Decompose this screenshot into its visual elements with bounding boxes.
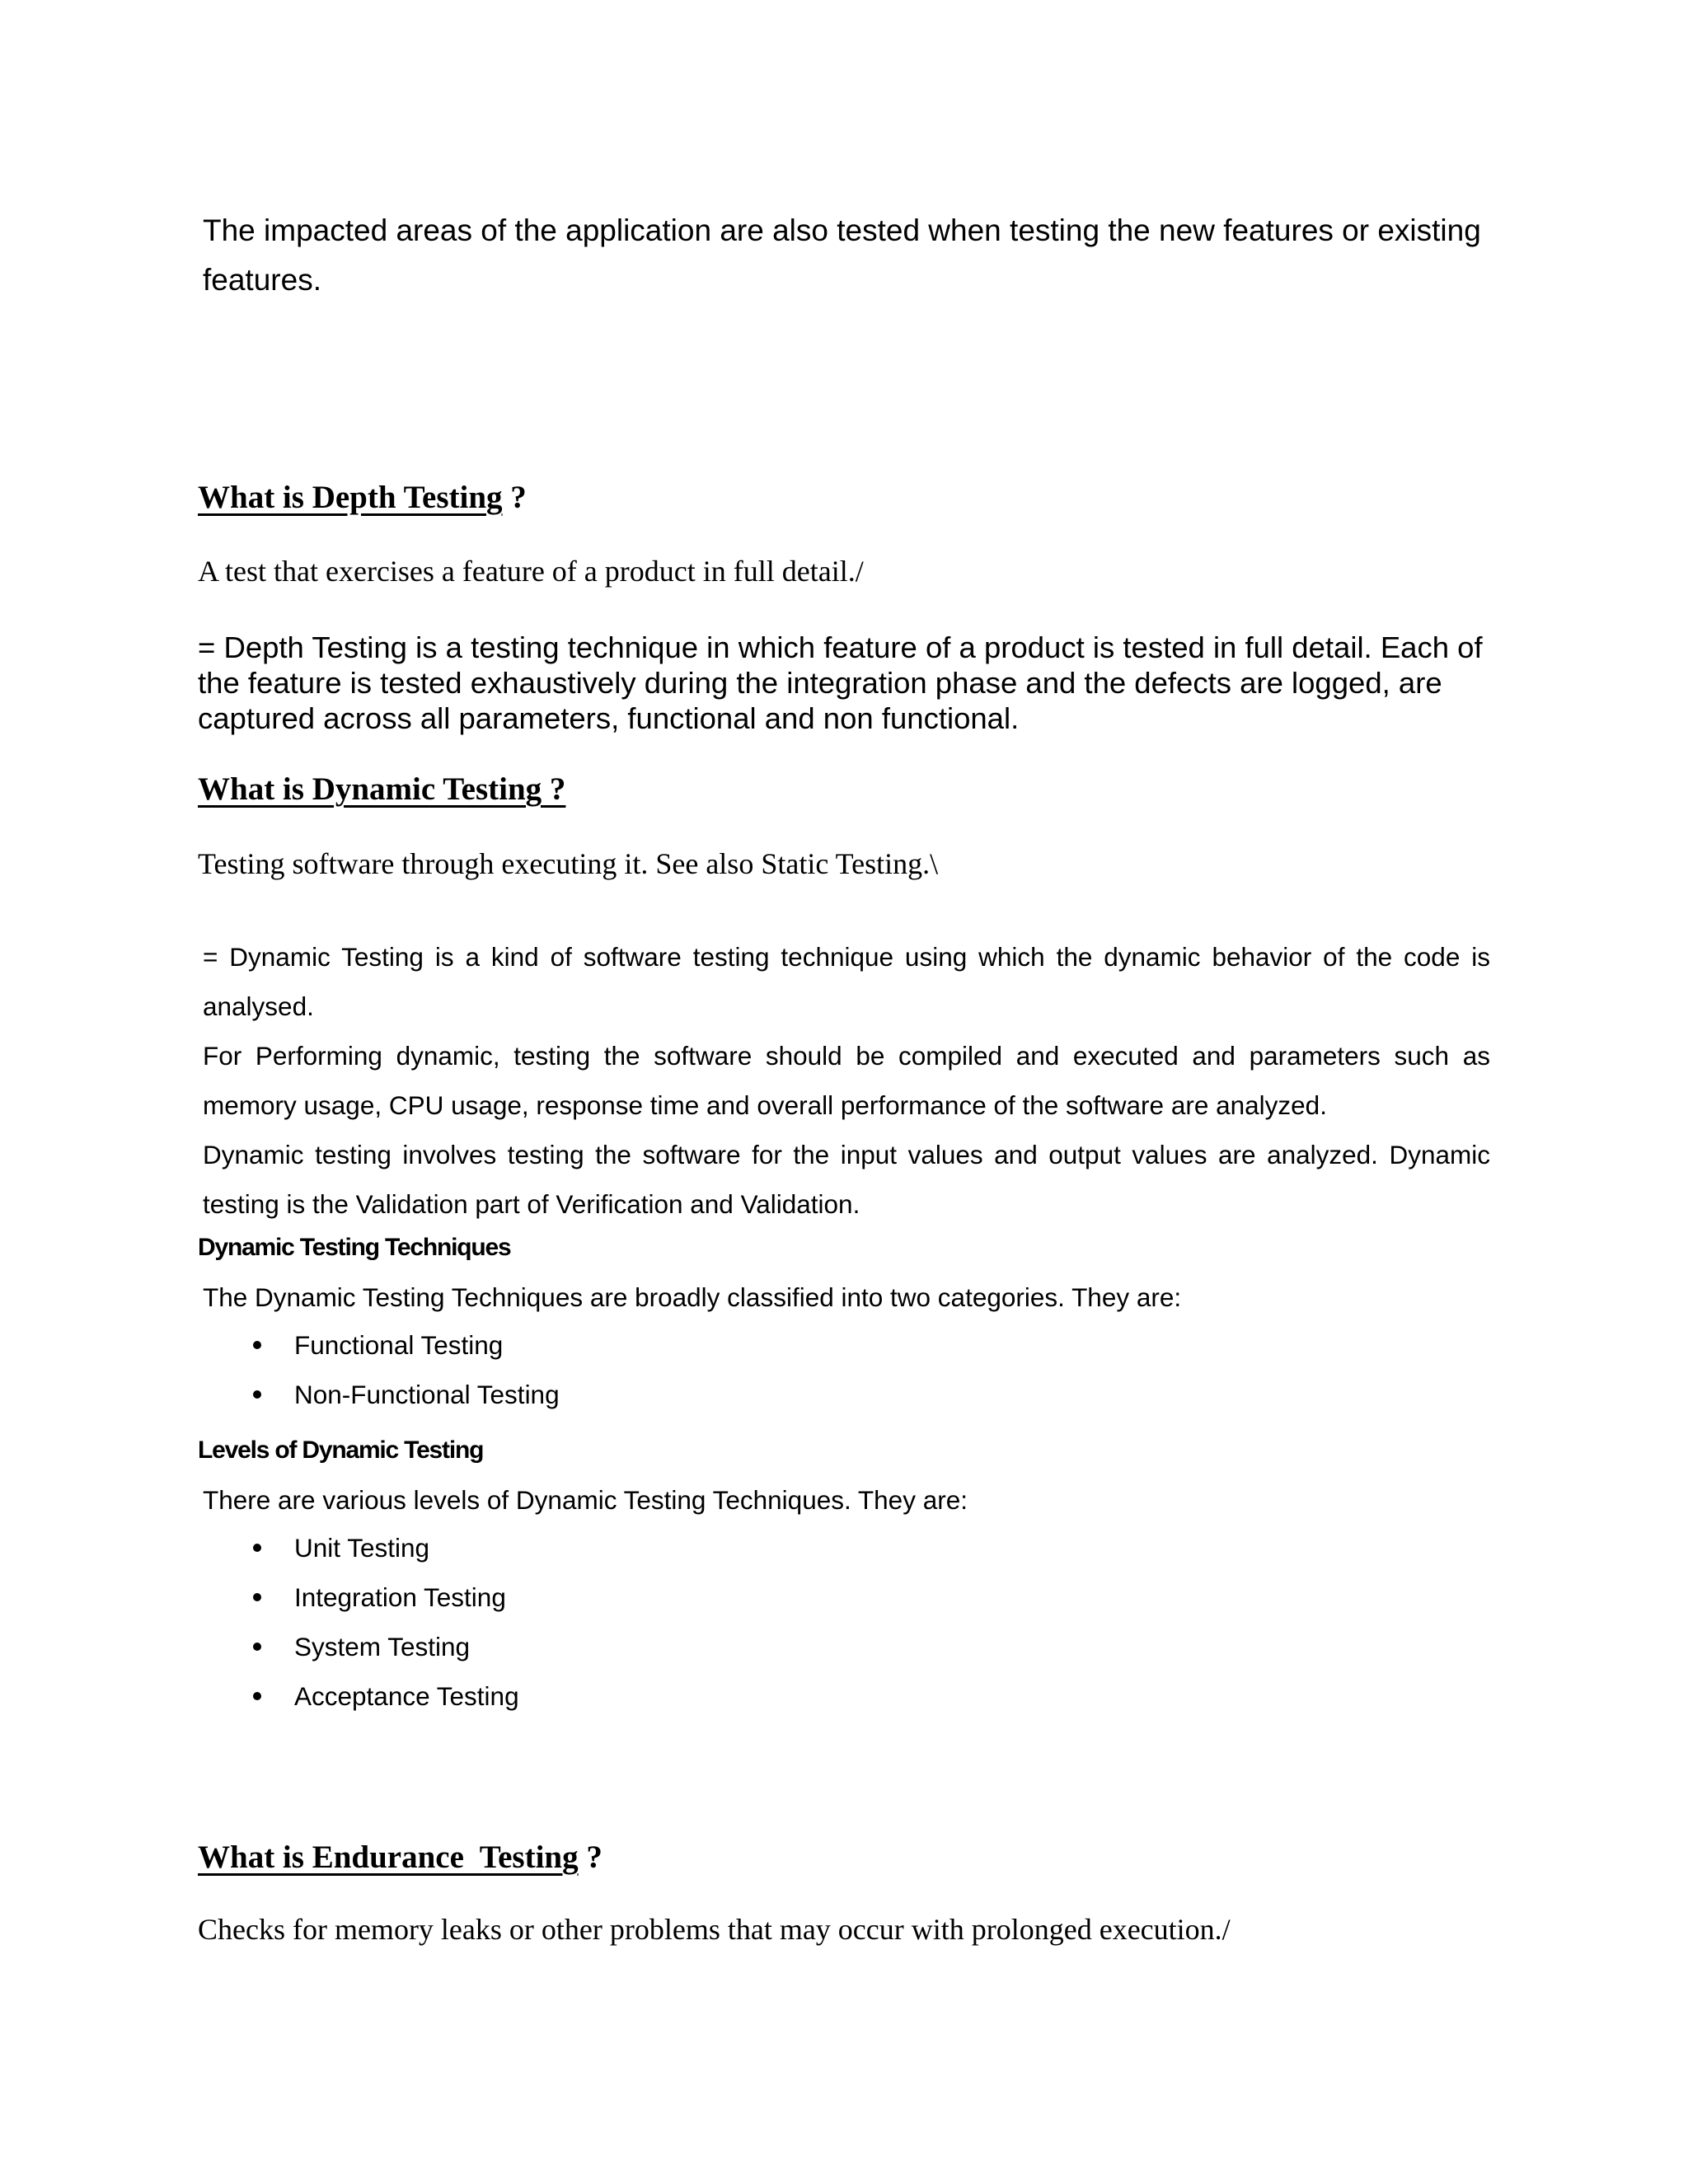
endurance-testing-definition: Checks for memory leaks or other problems that may occur with prolonged execution./: [198, 1913, 1231, 1946]
dynamic-testing-description: [203, 932, 1490, 1229]
bullet-icon: [253, 1390, 261, 1399]
dynamic-testing-paragraph: = Dynamic Testing is a kind of software testing technique using which the dynamic behavior of the code is analysed.: [203, 942, 1490, 1021]
bullet-icon: [253, 1692, 261, 1700]
dynamic-testing-paragraph: Dynamic testing involves testing the software for the input values and output values are analyzed. Dynamic testing is the Validation part of Verification and Validation.: [203, 1140, 1490, 1219]
depth-testing-description: = Depth Testing is a testing technique in which feature of a product is tested in full detail. Each of the feature is tested exhaustively during the integration phase and the defects are logged, are captured across all parameters, functional and non functional.: [198, 630, 1483, 735]
depth-testing-heading-suffix: ?: [510, 480, 527, 515]
intro-paragraph: The impacted areas of the application are also tested when testing the new features or existing features.: [203, 213, 1481, 297]
depth-testing-heading-text: What is Depth Testing: [198, 480, 503, 515]
techniques-intro: The Dynamic Testing Techniques are broadly classified into two categories. They are:: [203, 1282, 1182, 1312]
list-item-label: Acceptance Testing: [294, 1681, 519, 1711]
endurance-testing-heading: [198, 1838, 603, 1877]
list-item: [253, 1572, 519, 1622]
dynamic-testing-heading-text: What is Dynamic Testing ?: [198, 771, 566, 807]
endurance-testing-heading-suffix: ?: [586, 1840, 603, 1875]
list-item: [253, 1671, 519, 1721]
techniques-subheading: Dynamic Testing Techniques: [198, 1234, 511, 1261]
dynamic-testing-heading: [198, 770, 565, 809]
list-item: [253, 1523, 519, 1572]
list-item-label: Unit Testing: [294, 1533, 430, 1563]
list-item: [253, 1370, 560, 1419]
list-item-label: Integration Testing: [294, 1582, 506, 1612]
list-item-label: Functional Testing: [294, 1330, 504, 1360]
bullet-icon: [253, 1593, 261, 1601]
endurance-testing-heading-text: What is Endurance Testing: [198, 1840, 579, 1875]
list-item-label: System Testing: [294, 1632, 471, 1661]
levels-list: [253, 1523, 519, 1721]
bullet-icon: [253, 1341, 261, 1349]
depth-testing-definition: A test that exercises a feature of a product in full detail./: [198, 555, 864, 588]
depth-testing-heading: [198, 478, 527, 518]
techniques-list: [253, 1320, 560, 1419]
bullet-icon: [253, 1643, 261, 1651]
list-item: [253, 1622, 519, 1671]
bullet-icon: [253, 1544, 261, 1552]
levels-subheading: Levels of Dynamic Testing: [198, 1436, 484, 1464]
dynamic-testing-definition: Testing software through executing it. See also Static Testing.\: [198, 847, 939, 880]
dynamic-testing-paragraph: For Performing dynamic, testing the software should be compiled and executed and parameters such as memory usage, CPU usage, response time and overall performance of the software are analyzed.: [203, 1041, 1490, 1120]
levels-intro: There are various levels of Dynamic Testing Techniques. They are:: [203, 1485, 968, 1515]
list-item: [253, 1320, 560, 1370]
list-item-label: Non-Functional Testing: [294, 1380, 560, 1409]
